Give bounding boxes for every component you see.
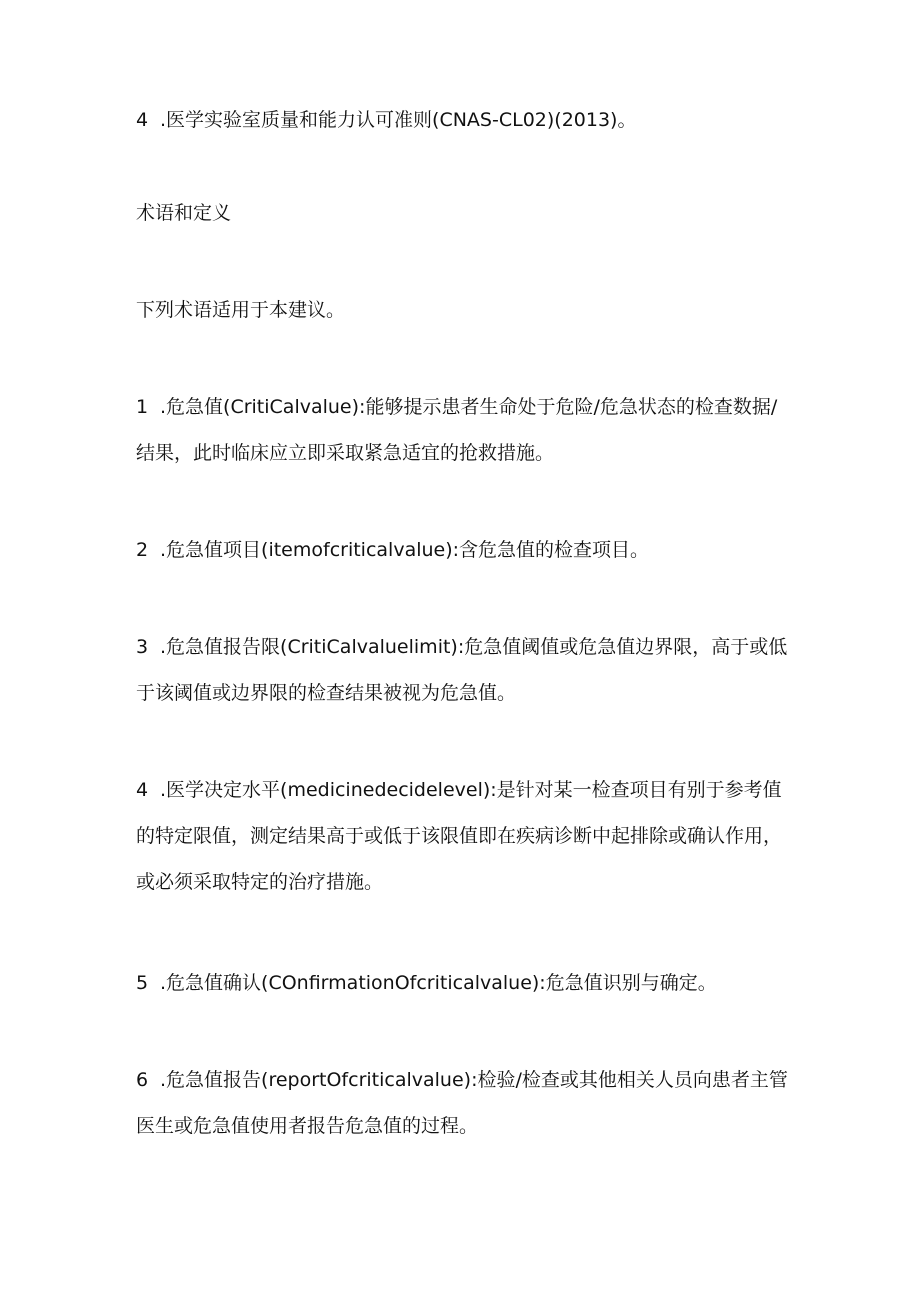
term-number: 5 — [136, 972, 149, 994]
term-item-critical-value-confirmation — [136, 960, 791, 1006]
term-item-critical-value-item — [136, 527, 791, 573]
term-number: 3 — [136, 636, 149, 658]
term-item-critical-value-report — [136, 1057, 791, 1149]
reference-text: .医学实验室质量和能力认可准则(CNAS-CL02)(2013)。 — [160, 109, 637, 131]
reference-number: 4 — [136, 109, 149, 131]
term-text: .危急值项目(itemofcriticalvalue):含危急值的检查项目。 — [160, 539, 650, 561]
term-text: .医学决定水平(medicinedecidelevel):是针对某一检查项目有别于参考值的特定限值，测定结果高于或低于该限值即在疾病诊断中起排除或确认作用，或必须采取特定的治疗措施。 — [136, 779, 783, 893]
reference-item — [136, 97, 791, 143]
term-text: .危急值(CritiCalvalue):能够提示患者生命处于危险/危急状态的检查数据/结果，此时临床应立即采取紧急适宜的抢救措施。 — [136, 396, 778, 464]
term-item-critical-value — [136, 384, 791, 476]
term-item-critical-value-limit — [136, 624, 791, 716]
term-number: 2 — [136, 539, 149, 561]
section-title: 术语和定义 — [136, 202, 232, 224]
term-item-medicine-decide-level — [136, 767, 791, 905]
term-text: .危急值报告限(CritiCalvaluelimit):危急值阈值或危急值边界限，高于或低于该阈值或边界限的检查结果被视为危急值。 — [136, 636, 788, 704]
term-number: 1 — [136, 396, 149, 418]
intro-paragraph: 下列术语适用于本建议。 — [136, 299, 346, 321]
term-text: .危急值确认(COnfirmationOfcriticalvalue):危急值识别与确定。 — [160, 972, 717, 994]
term-text: .危急值报告(reportOfcriticalvalue):检验/检查或其他相关人员向患者主管医生或危急值使用者报告危急值的过程。 — [136, 1069, 788, 1137]
term-number: 6 — [136, 1069, 149, 1091]
term-number: 4 — [136, 779, 149, 801]
